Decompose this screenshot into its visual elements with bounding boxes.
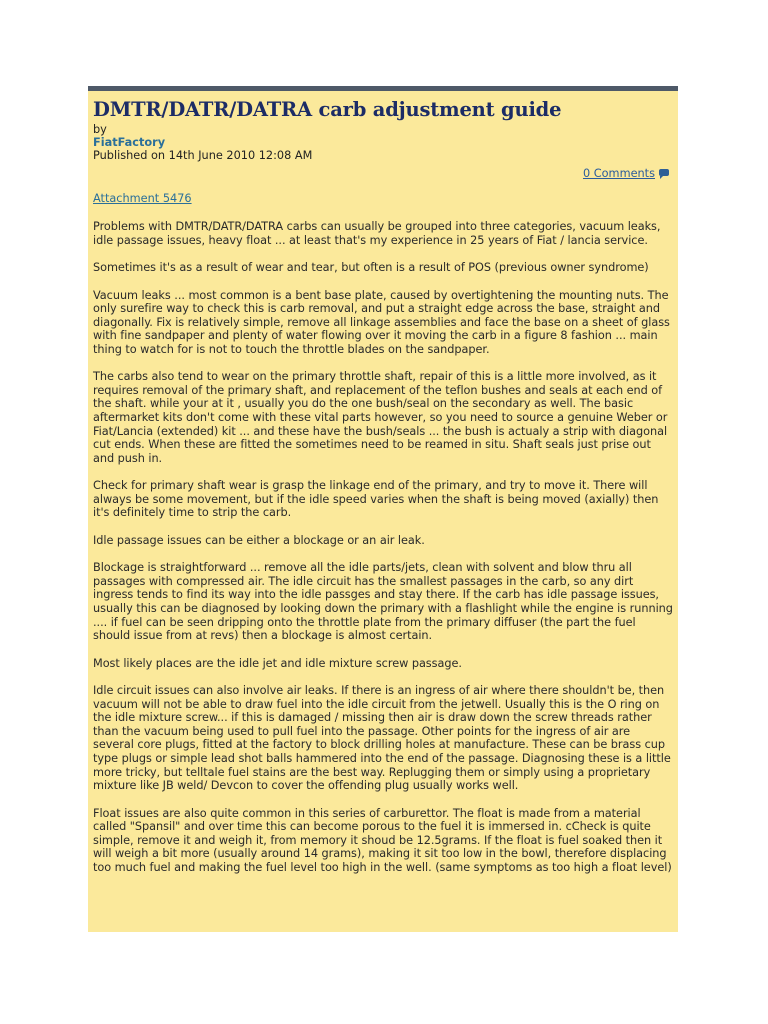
- comments-row: [93, 167, 673, 181]
- author-link[interactable]: FiatFactory: [93, 136, 166, 149]
- published-date: Published on 14th June 2010 12:08 AM: [93, 149, 313, 162]
- paragraph: Idle circuit issues can also involve air leaks. If there is an ingress of air where there shouldn't be, then vacuum will not be able to draw fuel into the idle circuit from the jetwell. Usually this is the O ring on the idle mixture screw... if this is damaged / missing then air is draw down the screw threads rather than the vacuum being used to pull fuel into the passage. Other points for the ingress of air are several core plugs, fitted at the factory to block drilling holes at manufacture. These can be brass cup type plugs or simple lead shot balls hammered into the end of the passage. Diagnosing these is a little more tricky, but telltale fuel stains are the best way. Replugging them or simply using a proprietary mixture like JB weld/ Devcon to cover the offending plug usually works well.: [93, 684, 671, 793]
- paragraph: Float issues are also quite common in this series of carburettor. The float is made from a material called "Spansil" and over time this can become porous to the fuel it is immersed in. cCheck is quite simple, remove it and weigh it, from memory it shoud be 12.5grams. If the float is fuel soaked then it will weigh a bit more (usually around 14 grams), making it sit too low in the bowl, therefore displacing too much fuel and making the fuel level too high in the well. (same symptoms as too high a float level): [93, 806, 672, 874]
- paragraph: Blockage is straightforward ... remove all the idle parts/jets, clean with solvent and blow thru all passages with compressed air. The idle circuit has the smallest passages in the carb, so any dirt ingress tends to find its way into the idle passges and stay there. If the carb has idle passage issues, usually this can be diagnosed by looking down the primary with a flashlight while the engine is running .... if fuel can be seen dripping onto the throttle plate from the primary diffuser (the part the fuel should issue from at revs) then a blockage is almost certain.: [93, 561, 673, 643]
- comments-link[interactable]: 0 Comments: [582, 167, 655, 180]
- paragraph: Most likely places are the idle jet and idle mixture screw passage.: [93, 656, 462, 670]
- paragraph: Sometimes it's as a result of wear and tear, but often is a result of POS (previous owner syndrome): [93, 261, 649, 275]
- paragraph: The carbs also tend to wear on the primary throttle shaft, repair of this is a little more involved, as it requires removal of the primary shaft, and replacement of the teflon bushes and seals at each end of the shaft. while your at it , usually you do the one bush/seal on the secondary as well. The basic aftermarket kits don't come with these vital parts however, so you need to source a genuine Weber or Fiat/Lancia (extended) kit ... and these have the bush/seals ... the bush is actualy a strip with diagonal cut ends. When these are fitted the sometimes need to be reamed in situ. Shaft seals just prise out and push in.: [93, 370, 668, 465]
- speech-bubble-icon[interactable]: [659, 169, 669, 176]
- paragraph: Check for primary shaft wear is grasp the linkage end of the primary, and try to move it. There will always be some movement, but if the idle speed varies when the shaft is being moved (axially) then it's definitely time to strip the carb.: [93, 479, 659, 520]
- paragraph: Problems with DMTR/DATR/DATRA carbs can usually be grouped into three categories, vacuum leaks, idle passage issues, heavy float ... at least that's my experience in 25 years of Fiat / lancia service.: [93, 220, 661, 247]
- paragraph: Idle passage issues can be either a blockage or an air leak.: [93, 533, 425, 547]
- article-panel: [88, 86, 678, 932]
- attachment-link[interactable]: Attachment 5476: [93, 192, 192, 205]
- article-title: DMTR/DATR/DATRA carb adjustment guide: [93, 98, 562, 121]
- article-body: [93, 220, 673, 874]
- by-label: by: [93, 123, 107, 136]
- paragraph: Vacuum leaks ... most common is a bent base plate, caused by overtightening the mounting nuts. The only surefire way to check this is carb removal, and put a straight edge across the base, straight and diagonally. Fix is relatively simple, remove all linkage assemblies and face the base on a sheet of glass with fine sandpaper and plenty of water flowing over it moving the carb in a figure 8 fashion ... main thing to watch for is not to touch the throttle blades on the sandpaper.: [93, 288, 670, 356]
